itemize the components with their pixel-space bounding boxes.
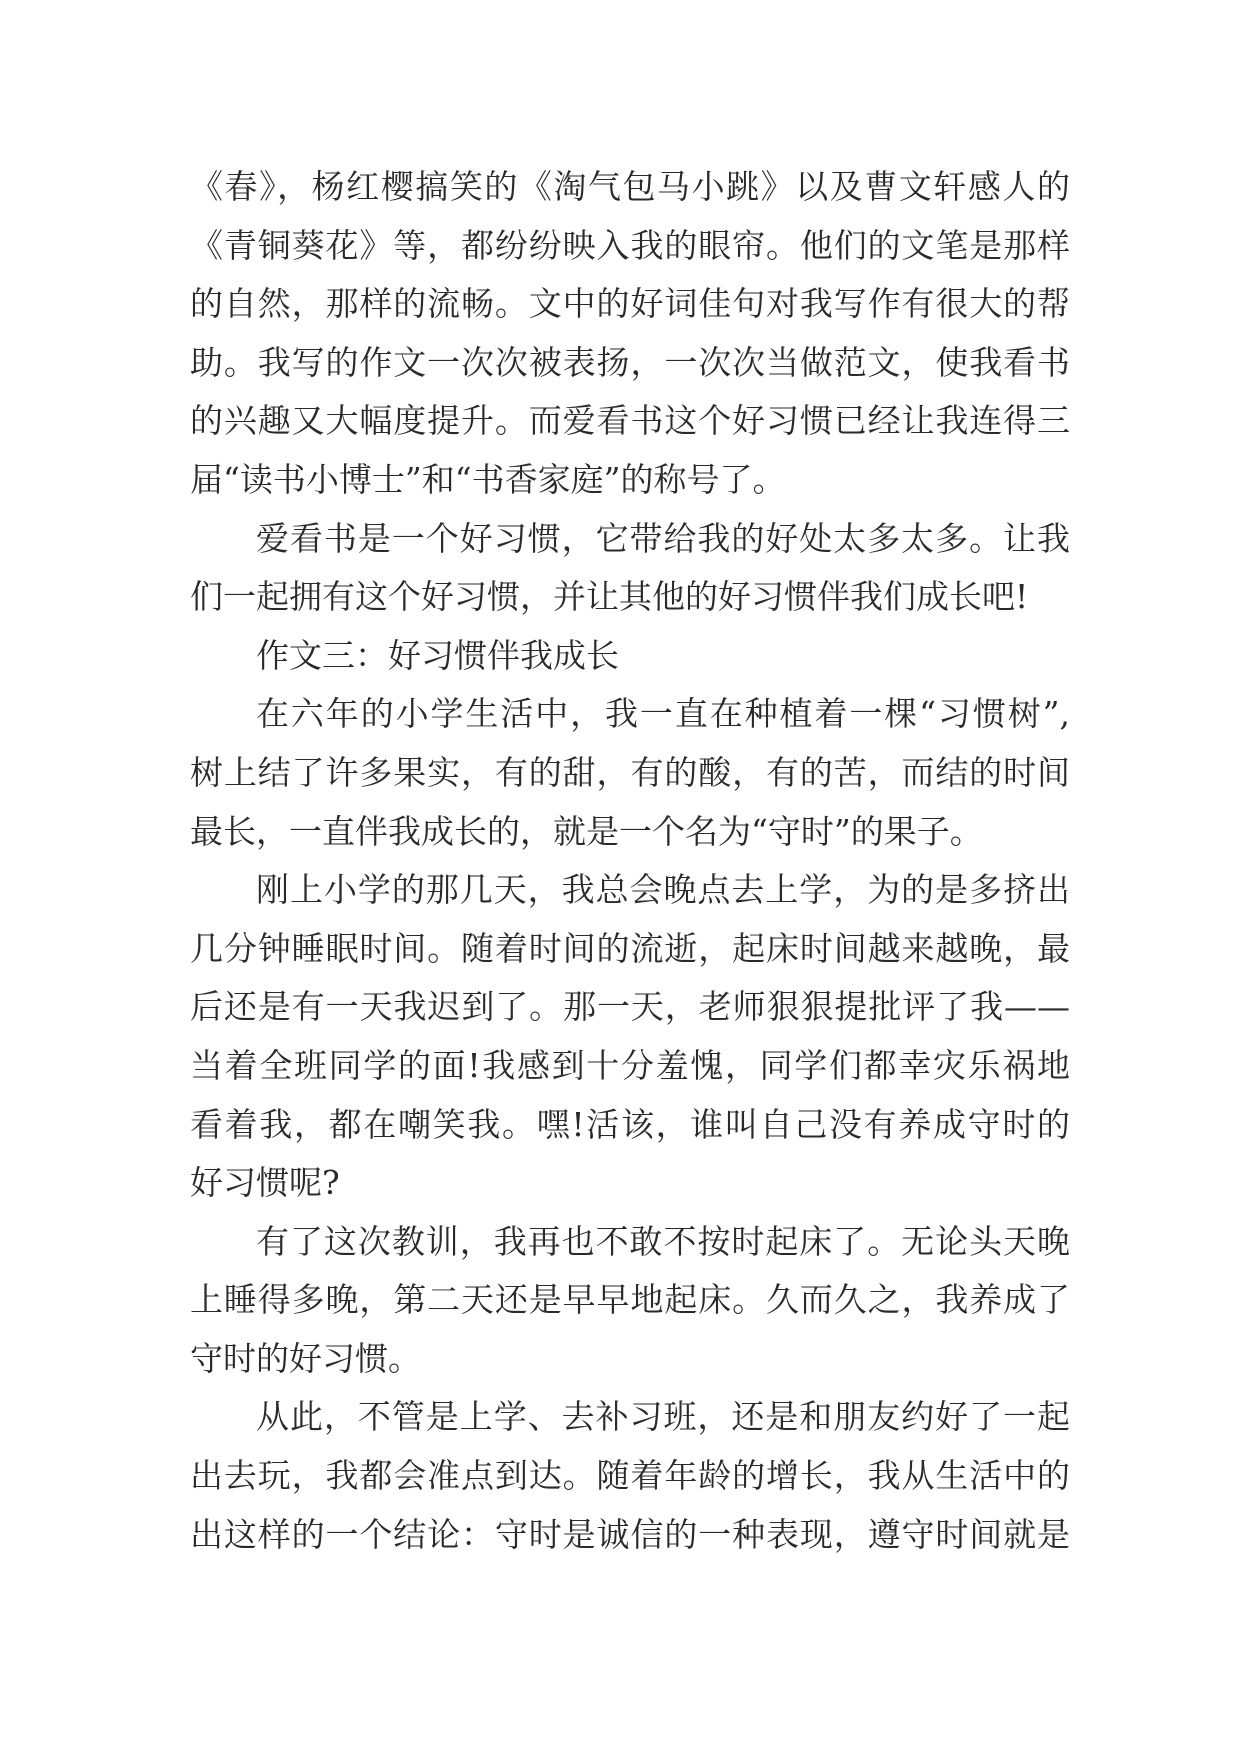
text-line: 出这样的一个结论：守时是诚信的一种表现，遵守时间就是 [190,1514,1070,1554]
text-line: 出去玩，我都会准点到达。随着年龄的增长，我从生活中的 [190,1456,1070,1496]
text-line: 们一起拥有这个好习惯，并让其他的好习惯伴我们成长吧! [190,577,1029,617]
text-line: 助。我写的作文一次次被表扬，一次次当做范文，使我看书 [190,342,1070,382]
text-line: 上睡得多晚，第二天还是早早地起床。久而久之，我养成了 [190,1280,1070,1320]
text-line: 《青铜葵花》等，都纷纷映入我的眼帘。他们的文笔是那样 [190,225,1070,265]
text-line: 届“读书小博士”和“书香家庭”的称号了。 [190,459,786,499]
text-line: 作文三：好习惯伴我成长 [256,635,619,675]
text-line: 看着我，都在嘲笑我。嘿!活该，谁叫自己没有养成守时的 [190,1104,1070,1144]
text-line: 刚上小学的那几天，我总会晚点去上学，为的是多挤出 [256,870,1070,910]
text-line: 《春》，杨红樱搞笑的《淘气包马小跳》以及曹文轩感人的 [190,167,1070,206]
text-line: 守时的好习惯。 [190,1338,421,1378]
text-line: 有了这次教训，我再也不敢不按时起床了。无论头天晚 [256,1221,1070,1261]
text-line: 几分钟睡眠时间。随着时间的流逝，起床时间越来越晚，最 [190,928,1070,968]
text-line: 好习惯呢? [190,1163,340,1203]
text-line: 在六年的小学生活中，我一直在种植着一棵“习惯树”, [256,694,1070,734]
text-line: 树上结了许多果实，有的甜，有的酸，有的苦，而结的时间 [190,752,1070,792]
text-line: 后还是有一天我迟到了。那一天，老师狠狠提批评了我—— [190,987,1070,1027]
text-line: 的兴趣又大幅度提升。而爱看书这个好习惯已经让我连得三 [190,401,1070,441]
document-body [190,158,1070,1564]
text-line: 最长，一直伴我成长的，就是一个名为“守时”的果子。 [190,811,983,851]
text-line: 当着全班同学的面!我感到十分羞愧，同学们都幸灾乐祸地 [190,1045,1070,1085]
text-line: 的自然，那样的流畅。文中的好词佳句对我写作有很大的帮 [190,284,1070,324]
text-line: 从此，不管是上学、去补习班，还是和朋友约好了一起 [256,1397,1070,1437]
text-line: 爱看书是一个好习惯，它带给我的好处太多太多。让我 [256,518,1070,558]
